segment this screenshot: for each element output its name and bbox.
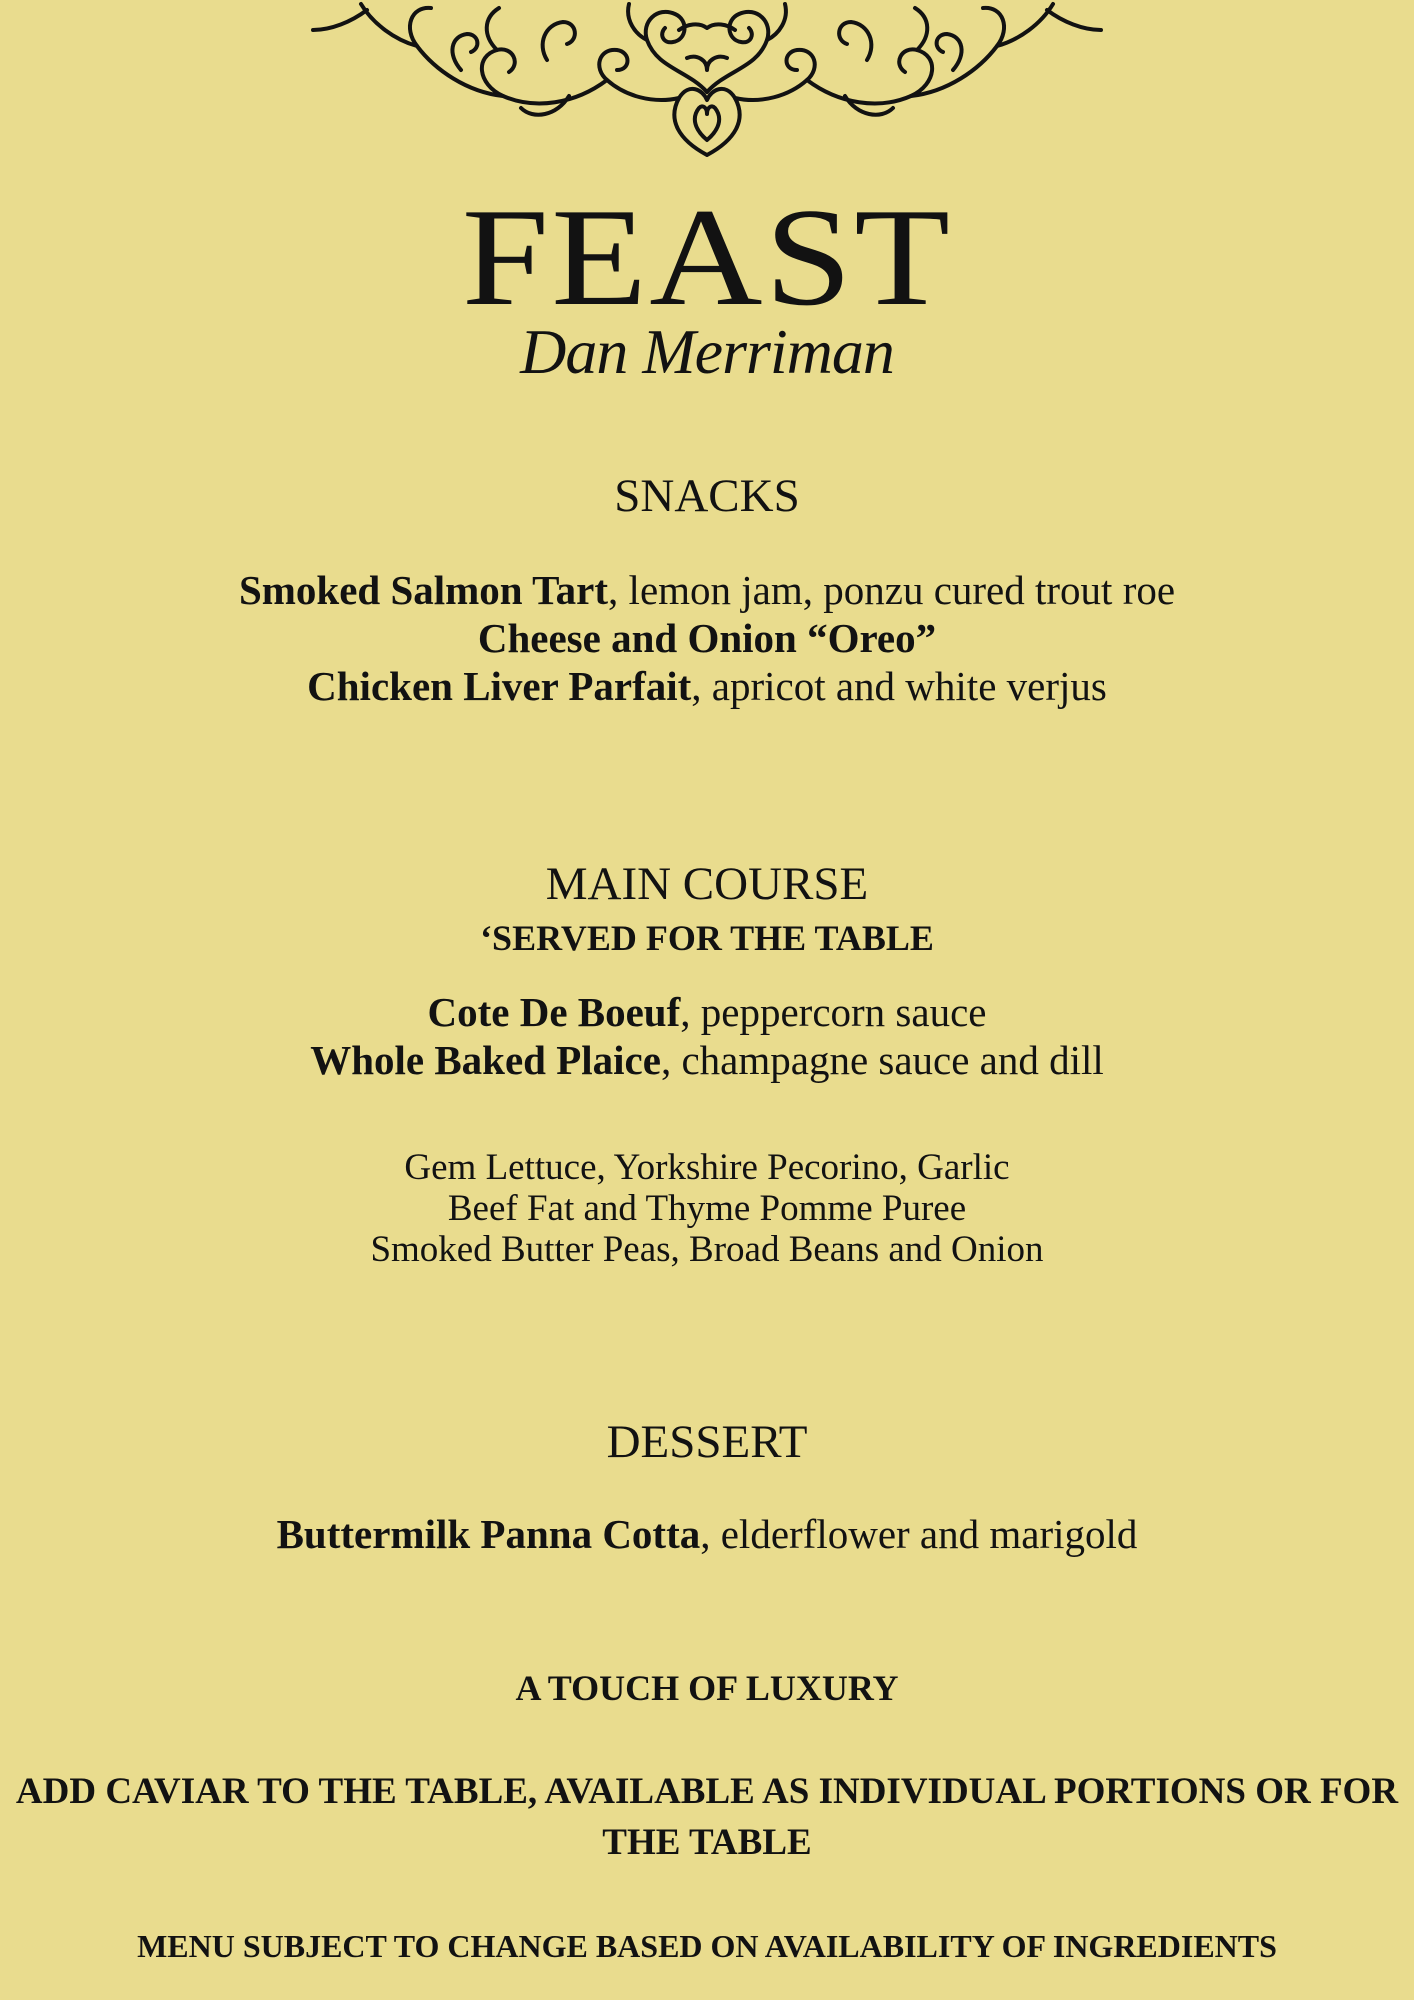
menu-item: [0, 1510, 1414, 1558]
menu-item: [0, 566, 1414, 614]
menu-item: [0, 662, 1414, 710]
menu-item-desc: , elderflower and marigold: [700, 1511, 1138, 1557]
side-item: Smoked Butter Peas, Broad Beans and Onion: [370, 1229, 1044, 1270]
menu-item: [0, 614, 1414, 662]
menu-item-desc: , champagne sauce and dill: [660, 1037, 1104, 1083]
dessert-heading: DESSERT: [606, 1416, 808, 1468]
ornament-flourish-icon: [307, 0, 1107, 160]
dessert-list: [0, 1510, 1414, 1558]
side-item: Gem Lettuce, Yorkshire Pecorino, Garlic: [404, 1147, 1010, 1188]
brand-title: FEAST: [461, 180, 953, 335]
main-course-sides: [0, 1147, 1414, 1270]
main-course-subheading: ‘SERVED FOR THE TABLE: [480, 918, 934, 958]
availability-note: MENU SUBJECT TO CHANGE BASED ON AVAILABILITY OF INGREDIENTS: [137, 1928, 1277, 1964]
menu-item: [0, 1036, 1414, 1084]
menu-item-name: Cheese and Onion “Oreo”: [477, 615, 937, 661]
menu-item-desc: , apricot and white verjus: [691, 663, 1107, 709]
side-item: Beef Fat and Thyme Pomme Puree: [447, 1188, 967, 1229]
menu-item-desc: , peppercorn sauce: [680, 989, 987, 1035]
menu-item: [0, 988, 1414, 1036]
menu-item-name: Buttermilk Panna Cotta: [276, 1511, 701, 1557]
brand-signature: Dan Merriman: [520, 316, 894, 387]
menu-item-name: Cote De Boeuf: [427, 989, 681, 1035]
luxury-heading: A TOUCH OF LUXURY: [515, 1668, 899, 1708]
main-course-list: [0, 988, 1414, 1084]
snacks-list: [0, 566, 1414, 710]
menu-item-name: Smoked Salmon Tart: [238, 567, 609, 613]
menu-item-name: Chicken Liver Parfait: [307, 663, 692, 709]
luxury-body: ADD CAVIAR TO THE TABLE, AVAILABLE AS INDIVIDUAL PORTIONS OR FOR THE TABLE: [15, 1771, 1399, 1863]
snacks-heading: SNACKS: [614, 470, 800, 522]
menu-item-desc: , lemon jam, ponzu cured trout roe: [608, 567, 1176, 613]
menu-item-name: Whole Baked Plaice: [310, 1037, 661, 1083]
main-course-heading: MAIN COURSE: [545, 858, 869, 910]
